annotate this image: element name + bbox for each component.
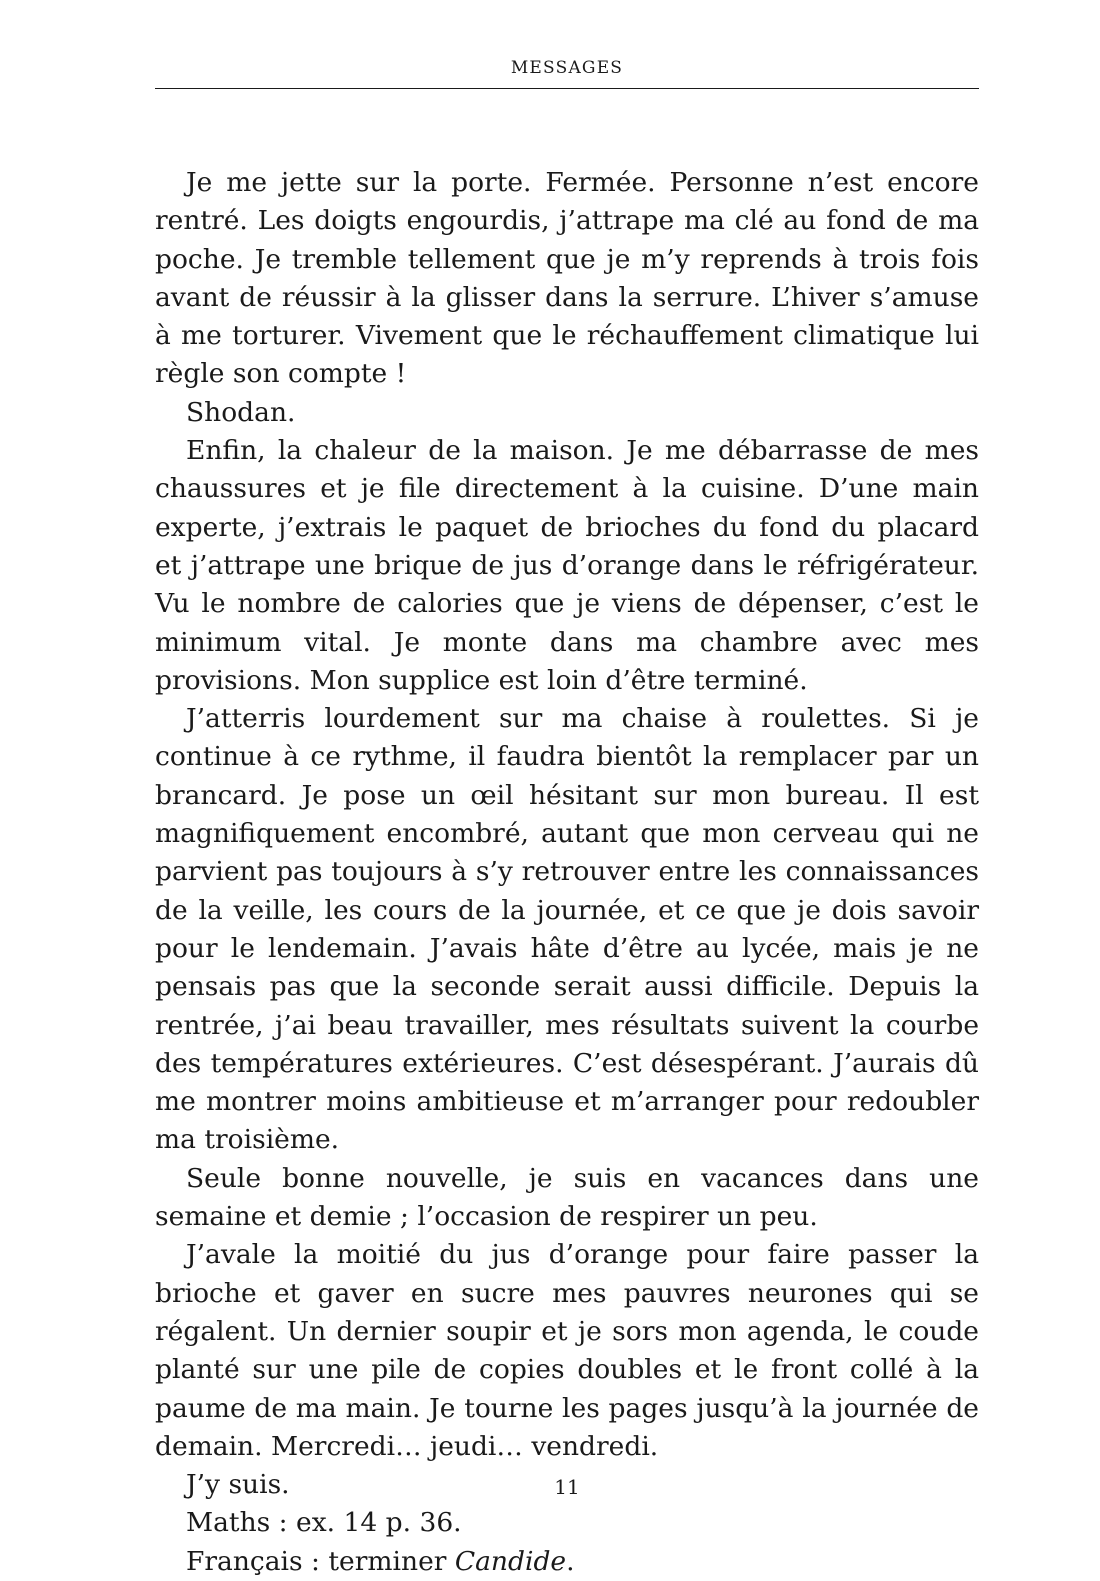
paragraph: Shodan. [186,396,296,428]
paragraph: J’atterris lourdement sur ma chaise à roulettes. Si je continue à ce rythme, il faudra bientôt la remplacer par un brancard. Je pose un œil hésitant sur mon bureau. Il est magnifiquement encombré, autant que mon cerveau qui ne parvient pas toujours à s’y retrouver entre les connaissances de la veille, les cours de la journée, et ce que je dois savoir pour le lendemain. J’avais hâte d’être au lycée, mais je ne pensais pas que la seconde serait aussi difficile. Depuis la rentrée, j’ai beau travailler, mes résultats suivent la courbe des températures extérieures. C’est désespérant. J’aurais dû me montrer moins ambitieuse et m’arranger pour redoubler ma troisième. [155,703,979,1156]
paragraph: Maths : ex. 14 p. 36. [186,1507,462,1539]
page-header [155,55,979,89]
page-number: 11 [554,1475,580,1499]
paragraph: Seule bonne nouvelle, je suis en vacances dans une semaine et demie ; l’occasion de respirer un peu. [155,1162,979,1233]
last-line-suffix: . [566,1545,575,1577]
paragraph: Je me jette sur la porte. Fermée. Personne n’est encore rentré. Les doigts engourdis, j’attrape ma clé au fond de ma poche. Je tremble tellement que je m’y reprends à trois fois avant de réussir à la glisser dans la serrure. L’hiver s’amuse à me torturer. Vivement que le réchauffement climatique lui règle son compte ! [155,167,979,390]
paragraph: Enfin, la chaleur de la maison. Je me débarrasse de mes chaussures et je file directement à la cuisine. D’une main experte, j’extrais le paquet de brioches du fond du placard et j’attrape une brique de jus d’orange dans le réfrigérateur. Vu le nombre de calories que je viens de dépenser, c’est le minimum vital. Je monte dans ma chambre avec mes provisions. Mon supplice est loin d’être terminé. [155,435,979,696]
body-text [155,164,979,1581]
paragraph-last [155,1543,979,1581]
last-line-prefix: Français : terminer [186,1545,455,1577]
running-head: MESSAGES [510,58,624,78]
paragraph: J’y suis. [186,1469,290,1501]
book-title: Candide [454,1545,567,1577]
paragraph: J’avale la moitié du jus d’orange pour faire passer la brioche et gaver en sucre mes pauvres neurones qui se régalent. Un dernier soupir et je sors mon agenda, le coude planté sur une pile de copies doubles et le front collé à la paume de ma main. Je tourne les pages jusqu’à la journée de demain. Mercredi… jeudi… vendredi. [155,1239,979,1462]
